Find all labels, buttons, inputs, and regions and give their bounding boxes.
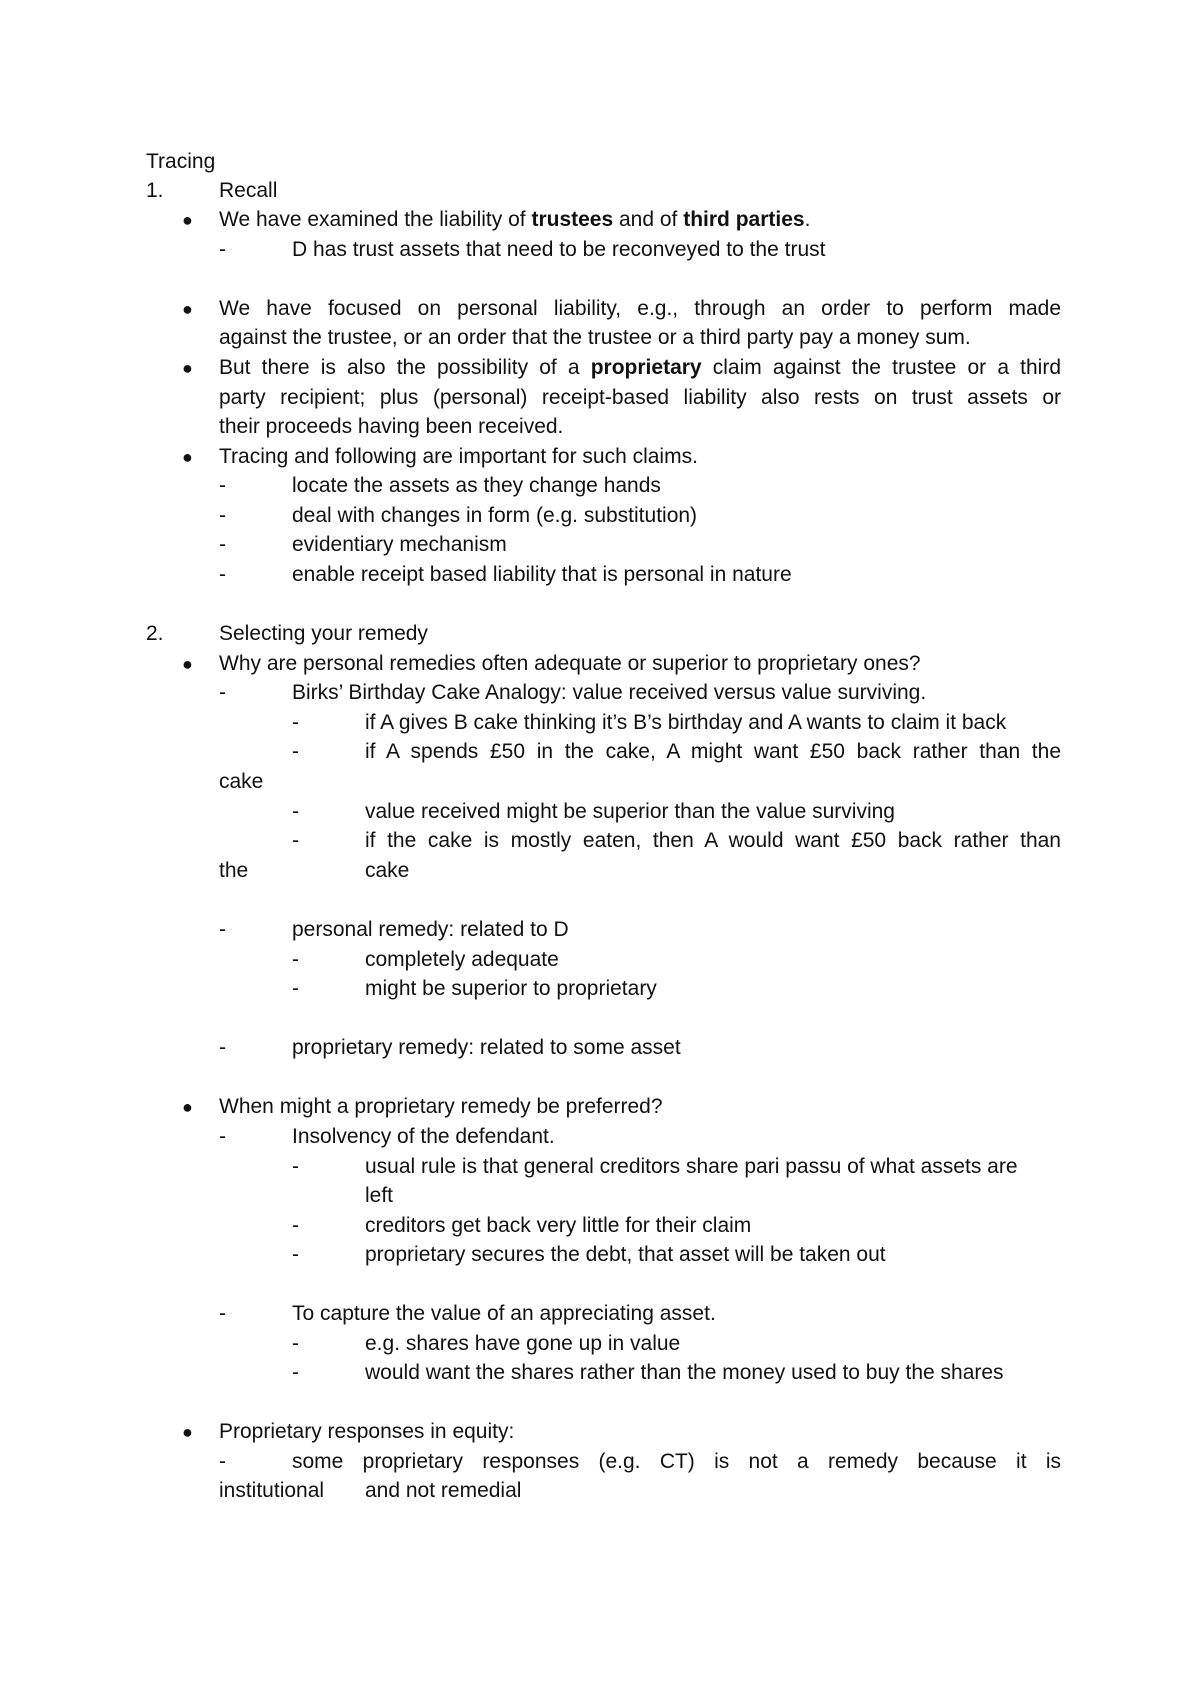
bullet-icon: ● [182, 210, 193, 230]
s2-appreciating-point-1: e.g. shares have gone up in value [365, 1332, 681, 1355]
text-run: We have examined the liability of [219, 208, 532, 231]
dash-marker: - [219, 918, 226, 941]
bold-term-trustees: trustees [531, 208, 614, 231]
section-2-heading: Selecting your remedy [219, 622, 428, 645]
bullet-icon: ● [182, 299, 193, 319]
s2-bullet-2-dash-2: To capture the value of an appreciating asset. [292, 1302, 716, 1325]
s1-bullet-1 [219, 208, 810, 232]
dash-marker: - [219, 238, 226, 261]
s2-appreciating-point-2: would want the shares rather than the money used to buy the shares [365, 1361, 1004, 1384]
page-title: Tracing [146, 150, 216, 173]
s2-insolvency-point-1-line-1: usual rule is that general creditors share pari passu of what assets are [365, 1155, 1018, 1178]
s2-insolvency-point-2: creditors get back very little for their claim [365, 1214, 752, 1237]
dash-marker: - [219, 474, 226, 497]
bullet-icon: ● [182, 358, 193, 378]
dash-marker: - [292, 1214, 299, 1237]
s1-bullet-2-line-2: against the trustee, or an order that the trustee or a third party pay a money sum. [219, 326, 971, 349]
dash-marker: - [219, 504, 226, 527]
s2-bullet-2: When might a proprietary remedy be preferred? [219, 1095, 663, 1118]
dash-marker: - [292, 1243, 299, 1266]
bullet-icon: ● [182, 654, 193, 674]
bold-term-third-parties: third parties [683, 208, 805, 231]
bullet-icon: ● [182, 447, 193, 467]
s1-bullet-2-line-1: We have focused on personal liability, e.g., through an order to perform made [219, 297, 1061, 320]
s2-cake-point-4-line-2a: the [219, 859, 249, 882]
s2-bullet-3-dash-1-line-2a: institutional [219, 1479, 325, 1502]
dash-marker: - [292, 829, 299, 852]
dash-marker: - [292, 1332, 299, 1355]
dash-marker: - [219, 1302, 226, 1325]
section-1-heading: Recall [219, 179, 278, 202]
s2-bullet-3: Proprietary responses in equity: [219, 1420, 515, 1443]
text-run: and of [613, 208, 684, 231]
dash-marker: - [219, 1450, 226, 1473]
dash-marker: - [292, 800, 299, 823]
bullet-icon: ● [182, 1097, 193, 1117]
s1-bullet-3-line-1 [219, 356, 1061, 380]
s1-bullet-1-dash-1: D has trust assets that need to be reconveyed to the trust [292, 238, 826, 261]
s2-bullet-1-dash-2: personal remedy: related to D [292, 918, 569, 941]
s2-personal-point-1: completely adequate [365, 948, 559, 971]
s2-bullet-2-dash-1: Insolvency of the defendant. [292, 1125, 555, 1148]
section-2-number: 2. [146, 622, 164, 645]
dash-marker: - [292, 1155, 299, 1178]
bold-term-proprietary: proprietary [590, 356, 702, 379]
text-run: . [804, 208, 811, 231]
dash-marker: - [292, 1361, 299, 1384]
s2-bullet-3-dash-1-line-1: some proprietary responses (e.g. CT) is not a remedy because it is [292, 1450, 1061, 1473]
dash-marker: - [219, 1036, 226, 1059]
s1-bullet-3-line-2: party recipient; plus (personal) receipt-based liability also rests on trust assets or [219, 386, 1061, 409]
text-run: claim against the trustee or a third [701, 356, 1061, 379]
s1-bullet-4-dash-4: enable receipt based liability that is personal in nature [292, 563, 792, 586]
s2-insolvency-point-3: proprietary secures the debt, that asset will be taken out [365, 1243, 886, 1266]
dash-marker: - [292, 977, 299, 1000]
s2-cake-point-1: if A gives B cake thinking it’s B’s birthday and A wants to claim it back [365, 711, 1007, 734]
s2-bullet-1-dash-1: Birks’ Birthday Cake Analogy: value received versus value surviving. [292, 681, 927, 704]
s1-bullet-4-dash-2: deal with changes in form (e.g. substitution) [292, 504, 698, 527]
s1-bullet-3-line-3: their proceeds having been received. [219, 415, 564, 438]
s2-cake-point-4-line-1: if the cake is mostly eaten, then A would want £50 back rather than [365, 829, 1061, 852]
dash-marker: - [219, 563, 226, 586]
dash-marker: - [219, 1125, 226, 1148]
dash-marker: - [219, 681, 226, 704]
section-1-number: 1. [146, 179, 164, 202]
dash-marker: - [292, 948, 299, 971]
text-run: But there is also the possibility of a [219, 356, 591, 379]
s2-cake-point-2-line-2: cake [219, 770, 264, 793]
s2-bullet-1-dash-3: proprietary remedy: related to some asset [292, 1036, 681, 1059]
s1-bullet-4-dash-3: evidentiary mechanism [292, 533, 507, 556]
s1-bullet-4-dash-1: locate the assets as they change hands [292, 474, 661, 497]
s2-bullet-1: Why are personal remedies often adequate or superior to proprietary ones? [219, 652, 921, 675]
s2-insolvency-point-1-line-2: left [365, 1184, 394, 1207]
dash-marker: - [292, 711, 299, 734]
s2-cake-point-2-line-1: if A spends £50 in the cake, A might want £50 back rather than the [365, 740, 1061, 763]
s2-bullet-3-dash-1-line-2b: and not remedial [365, 1479, 522, 1502]
s2-cake-point-3: value received might be superior than the value surviving [365, 800, 895, 823]
s1-bullet-4: Tracing and following are important for such claims. [219, 445, 698, 468]
s2-personal-point-2: might be superior to proprietary [365, 977, 657, 1000]
dash-marker: - [292, 740, 299, 763]
dash-marker: - [219, 533, 226, 556]
s2-cake-point-4-line-2b: cake [365, 859, 410, 882]
bullet-icon: ● [182, 1422, 193, 1442]
